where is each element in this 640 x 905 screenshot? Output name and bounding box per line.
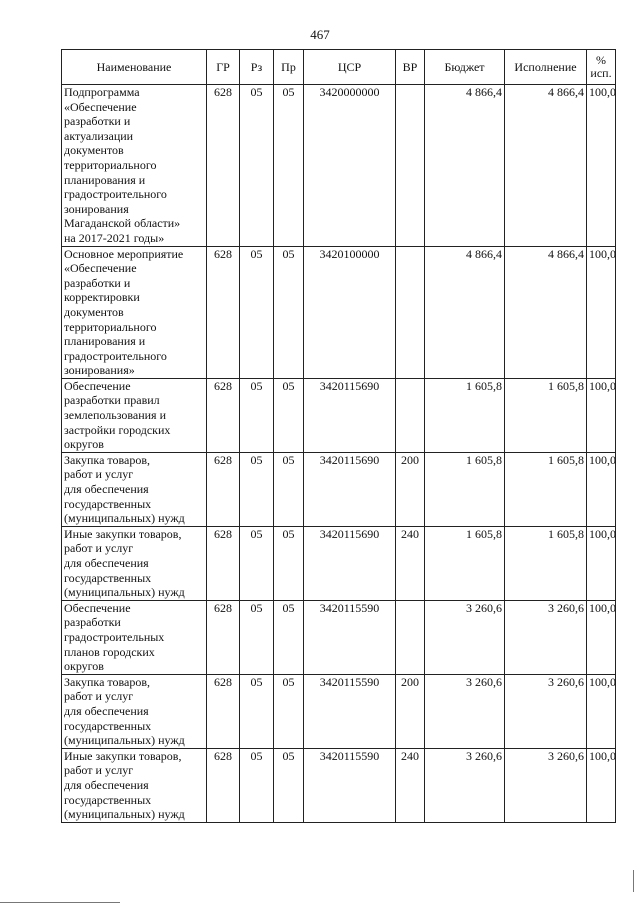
row-name: Обеспечение разработки правил землепользования и застройки городских округов [62, 378, 207, 452]
row-vr [396, 600, 425, 674]
row-csr: 3420115590 [304, 600, 396, 674]
row-name: Закупка товаров, работ и услуг для обеспечения государственных (муниципальных) нужд [62, 452, 207, 526]
row-percent: 100,0 [587, 85, 616, 247]
row-gr: 628 [207, 600, 240, 674]
row-execution: 3 260,6 [505, 600, 587, 674]
row-percent: 100,0 [587, 452, 616, 526]
page-number: 467 [310, 27, 330, 42]
row-pr: 05 [274, 600, 304, 674]
row-name: Иные закупки товаров, работ и услуг для обеспечения государственных (муниципальных) нужд [62, 748, 207, 822]
row-csr: 3420115690 [304, 378, 396, 452]
row-rz: 05 [240, 526, 274, 600]
scan-artifact-edge [633, 870, 634, 892]
row-vr: 200 [396, 452, 425, 526]
row-gr: 628 [207, 674, 240, 748]
row-gr: 628 [207, 378, 240, 452]
row-vr: 200 [396, 674, 425, 748]
row-rz: 05 [240, 85, 274, 247]
row-budget: 3 260,6 [425, 748, 505, 822]
row-gr: 628 [207, 85, 240, 247]
row-vr [396, 378, 425, 452]
row-csr: 3420100000 [304, 246, 396, 378]
row-rz: 05 [240, 674, 274, 748]
table-header-row [62, 50, 616, 85]
row-vr: 240 [396, 526, 425, 600]
table-row [62, 246, 616, 378]
table-row [62, 674, 616, 748]
row-csr: 3420115590 [304, 748, 396, 822]
row-name: Обеспечение разработки градостроительных планов городских округов [62, 600, 207, 674]
header-percent-symbol: % [596, 53, 606, 67]
table-row [62, 378, 616, 452]
row-execution: 4 866,4 [505, 246, 587, 378]
row-percent: 100,0 [587, 246, 616, 378]
table-row [62, 526, 616, 600]
row-vr: 240 [396, 748, 425, 822]
row-vr [396, 85, 425, 247]
row-gr: 628 [207, 246, 240, 378]
row-csr: 3420115590 [304, 674, 396, 748]
row-budget: 3 260,6 [425, 600, 505, 674]
row-percent: 100,0 [587, 378, 616, 452]
table-row [62, 85, 616, 247]
row-pr: 05 [274, 748, 304, 822]
row-percent: 100,0 [587, 600, 616, 674]
row-pr: 05 [274, 526, 304, 600]
row-gr: 628 [207, 452, 240, 526]
scan-artifact-divider [0, 902, 120, 903]
row-rz: 05 [240, 246, 274, 378]
header-percent-label: исп. [590, 66, 612, 80]
row-rz: 05 [240, 600, 274, 674]
row-pr: 05 [274, 452, 304, 526]
row-execution: 1 605,8 [505, 378, 587, 452]
row-execution: 1 605,8 [505, 452, 587, 526]
row-percent: 100,0 [587, 674, 616, 748]
row-pr: 05 [274, 85, 304, 247]
row-budget: 1 605,8 [425, 378, 505, 452]
row-gr: 628 [207, 526, 240, 600]
header-pr: Пр [274, 50, 304, 85]
row-rz: 05 [240, 378, 274, 452]
row-pr: 05 [274, 246, 304, 378]
header-name: Наименование [62, 50, 207, 85]
row-name: Подпрограмма «Обеспечение разработки и актуализации документов территориального планирования и градостроительного зонирования Магаданской области» на 2017-2021 годы» [62, 85, 207, 247]
row-name: Иные закупки товаров, работ и услуг для обеспечения государственных (муниципальных) нужд [62, 526, 207, 600]
row-execution: 3 260,6 [505, 674, 587, 748]
row-percent: 100,0 [587, 526, 616, 600]
table-row [62, 748, 616, 822]
row-csr: 3420000000 [304, 85, 396, 247]
header-budget: Бюджет [425, 50, 505, 85]
row-rz: 05 [240, 452, 274, 526]
row-rz: 05 [240, 748, 274, 822]
row-gr: 628 [207, 748, 240, 822]
budget-execution-table [61, 49, 616, 823]
row-pr: 05 [274, 378, 304, 452]
header-gr: ГР [207, 50, 240, 85]
row-percent: 100,0 [587, 748, 616, 822]
row-budget: 4 866,4 [425, 246, 505, 378]
row-vr [396, 246, 425, 378]
row-execution: 3 260,6 [505, 748, 587, 822]
row-budget: 3 260,6 [425, 674, 505, 748]
row-execution: 1 605,8 [505, 526, 587, 600]
row-csr: 3420115690 [304, 526, 396, 600]
row-pr: 05 [274, 674, 304, 748]
row-name: Основное мероприятие «Обеспечение разработки и корректировки документов территориального планирования и градостроительного зонирования» [62, 246, 207, 378]
table-row [62, 600, 616, 674]
row-csr: 3420115690 [304, 452, 396, 526]
row-budget: 1 605,8 [425, 452, 505, 526]
row-execution: 4 866,4 [505, 85, 587, 247]
row-budget: 1 605,8 [425, 526, 505, 600]
header-execution: Исполнение [505, 50, 587, 85]
header-vr: ВР [396, 50, 425, 85]
header-percent [587, 50, 616, 85]
table-row [62, 452, 616, 526]
row-budget: 4 866,4 [425, 85, 505, 247]
header-csr: ЦСР [304, 50, 396, 85]
row-name: Закупка товаров, работ и услуг для обеспечения государственных (муниципальных) нужд [62, 674, 207, 748]
header-rz: Рз [240, 50, 274, 85]
